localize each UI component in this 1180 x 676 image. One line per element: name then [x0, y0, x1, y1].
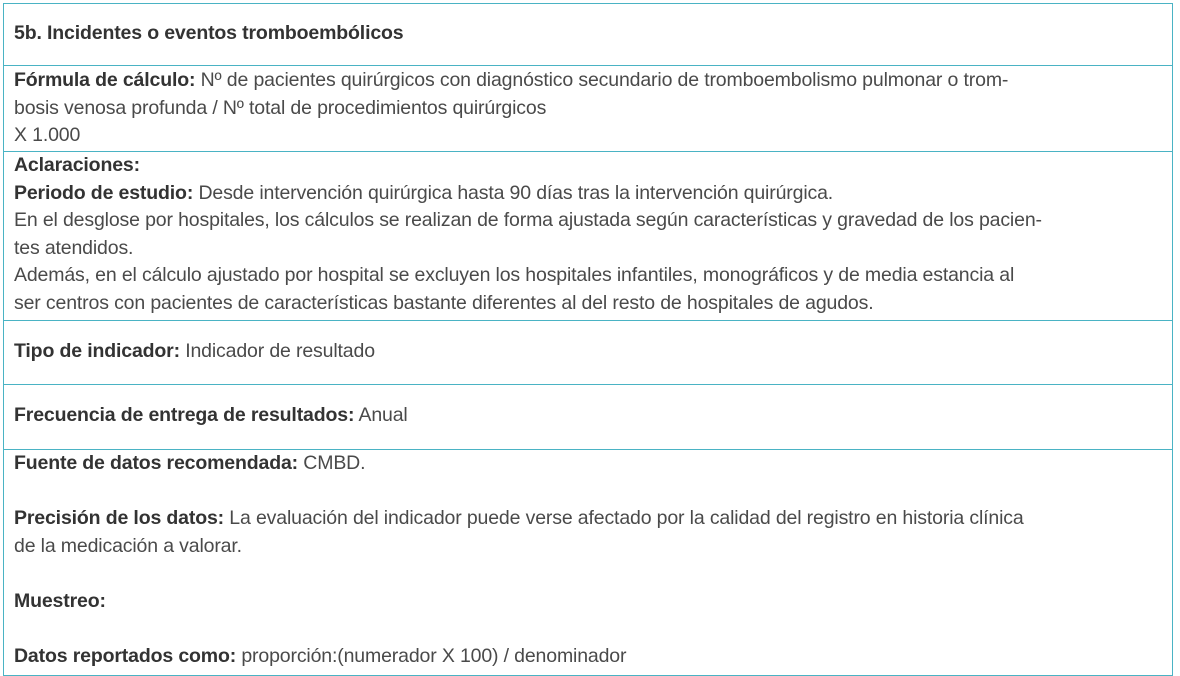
formula-line-2: bosis venosa profunda / Nº total de procedimientos quirúrgicos	[14, 96, 547, 119]
formula-row	[4, 66, 1172, 152]
frequency-value: Anual	[354, 404, 408, 426]
source-row	[4, 450, 1172, 675]
period-text: Desde intervención quirúrgica hasta 90 días tras la intervención quirúrgica.	[193, 181, 834, 204]
reported-line	[14, 643, 1162, 671]
spacer	[14, 615, 1162, 643]
spacer	[14, 478, 1162, 506]
frequency-label: Frecuencia de entrega de resultados:	[14, 404, 355, 426]
period-line	[14, 180, 1162, 208]
precision-label: Precisión de los datos:	[14, 507, 225, 529]
source-value: CMBD.	[298, 452, 366, 474]
indicator-table	[3, 3, 1173, 676]
indicator-type-value: Indicador de resultado	[179, 340, 375, 362]
formula-line-3: X 1.000	[14, 124, 81, 146]
period-label: Periodo de estudio:	[14, 181, 194, 204]
indicator-type-label: Tipo de indicador:	[14, 340, 180, 362]
source-line	[14, 450, 1162, 478]
notes-p2-line-1: En el desglose por hospitales, los cálculos se realizan de forma ajustada según características y gravedad de los pacien-	[14, 209, 1042, 231]
reported-value: proporción:(numerador X 100) / denominador	[236, 644, 627, 667]
indicator-title: 5b. Incidentes o eventos tromboembólicos	[14, 22, 404, 44]
reported-label: Datos reportados como:	[14, 644, 237, 667]
precision-line-1	[14, 505, 1162, 533]
sampling-label: Muestreo:	[14, 589, 106, 612]
notes-p3-line-1: Además, en el cálculo ajustado por hospital se excluyen los hospitales infantiles, monográficos y de media estancia al	[14, 264, 1015, 286]
formula-line-1	[14, 67, 1162, 95]
indicator-type-row	[4, 321, 1172, 385]
notes-label: Aclaraciones:	[14, 154, 140, 176]
formula-text-1: Nº de pacientes quirúrgicos con diagnóstico secundario de tromboembolismo pulmonar o trom-	[195, 69, 1009, 91]
title-row	[4, 4, 1172, 66]
notes-p2-line-2: tes atendidos.	[14, 236, 134, 259]
notes-row	[4, 152, 1172, 321]
precision-line-2: de la medicación a valorar.	[14, 534, 242, 557]
notes-p3-line-2: ser centros con pacientes de características bastante diferentes al del resto de hospitales de agudos.	[14, 291, 874, 314]
frequency-row	[4, 385, 1172, 450]
precision-text-1: La evaluación del indicador puede verse afectado por la calidad del registro en historia clínica	[224, 507, 1024, 529]
source-label: Fuente de datos recomendada:	[14, 452, 299, 474]
formula-label: Fórmula de cálculo:	[14, 69, 196, 91]
spacer	[14, 560, 1162, 588]
